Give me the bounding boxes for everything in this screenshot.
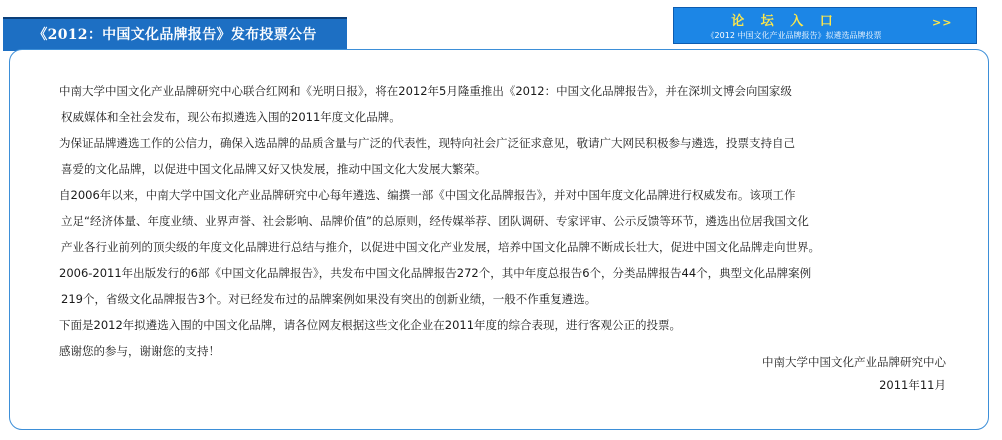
paragraph-line: 喜爱的文化品牌，以促进中国文化品牌又好又快发展，推动中国文化大发展大繁荣。 bbox=[61, 162, 487, 176]
paragraph-line: 产业各行业前列的顶尖级的年度文化品牌进行总结与推介，以促进中国文化产业发展，培养中国文化品牌不断成长壮大，促进中国文化品牌走向世界。 bbox=[61, 240, 820, 254]
forum-entry-subtitle[interactable]: 《2012 中国文化产业品牌报告》拟遴选品牌投票 bbox=[706, 31, 882, 40]
paragraph-voting-invite bbox=[59, 312, 979, 338]
paragraph-line: 感谢您的参与，谢谢您的支持！ bbox=[59, 344, 220, 358]
paragraph-purpose bbox=[59, 130, 979, 182]
page-title: 《2012：中国文化品牌报告》发布投票公告 bbox=[33, 27, 317, 43]
paragraph-statistics bbox=[59, 260, 979, 312]
forum-entry-banner[interactable] bbox=[673, 7, 977, 44]
paragraph-history bbox=[59, 182, 979, 260]
announcement-title-tab bbox=[3, 17, 347, 51]
paragraph-intro bbox=[59, 78, 979, 130]
forum-entry-arrow-icon[interactable]: >> bbox=[932, 16, 953, 29]
paragraph-line: 下面是2012年拟遴选入围的中国文化品牌，请各位网友根据这些文化企业在2011年度的综合表现，进行客观公正的投票。 bbox=[59, 318, 682, 332]
paragraph-line: 自2006年以来，中南大学中国文化产业品牌研究中心每年遴选、编撰一部《中国文化品牌报告》，并对中国年度文化品牌进行权威发布。该项工作 bbox=[59, 188, 796, 202]
paragraph-line: 中南大学中国文化产业品牌研究中心联合红网和《光明日报》，将在2012年5月隆重推出《2012：中国文化品牌报告》，并在深圳文博会向国家级 bbox=[59, 84, 792, 98]
paragraph-line: 2006-2011年出版发行的6部《中国文化品牌报告》，共发布中国文化品牌报告272个，其中年度总报告6个，分类品牌报告44个，典型文化品牌案例 bbox=[59, 266, 812, 280]
paragraph-line: 权威媒体和全社会发布，现公布拟遴选入围的2011年度文化品牌。 bbox=[61, 110, 401, 124]
signature-date: 2011年11月 bbox=[879, 378, 946, 392]
paragraph-line: 为保证品牌遴选工作的公信力，确保入选品牌的品质含量与广泛的代表性，现特向社会广泛征求意见，敬请广大网民积极参与遴选，投票支持自己 bbox=[59, 136, 795, 150]
announcement-content-panel bbox=[9, 49, 989, 430]
signature-organization: 中南大学中国文化产业品牌研究中心 bbox=[762, 355, 946, 369]
forum-entry-title[interactable]: 论 坛 入 口 bbox=[731, 14, 839, 29]
paragraph-line: 立足“经济体量、年度业绩、业界声誉、社会影响、品牌价值”的总原则，经传媒举荐、团队调研、专家评审、公示反馈等环节，遴选出位居我国文化 bbox=[61, 214, 809, 228]
paragraph-line: 219个，省级文化品牌报告3个。对已经发布过的品牌案例如果没有突出的创新业绩，一般不作重复遴选。 bbox=[61, 292, 597, 306]
